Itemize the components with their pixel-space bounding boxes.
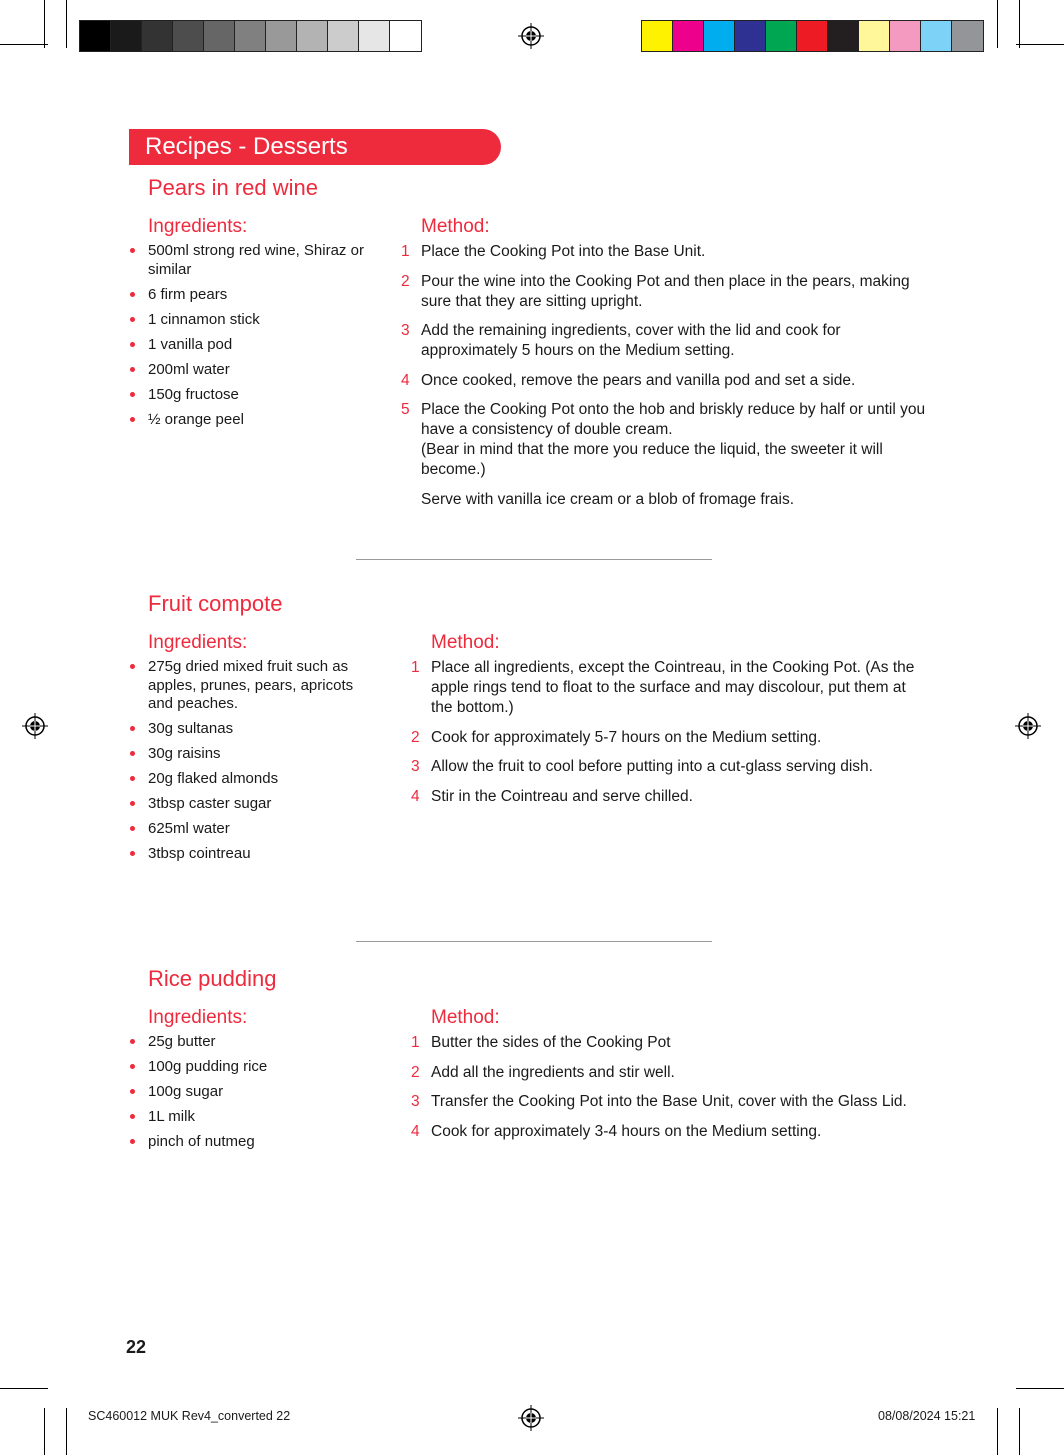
- color-swatch: [735, 21, 766, 51]
- color-swatch: [859, 21, 890, 51]
- step-number: 5: [401, 401, 410, 418]
- crop-mark: [44, 0, 45, 48]
- step-number: 3: [411, 758, 420, 775]
- step-text: Add the remaining ingredients, cover with the lid and cook for approximately 5 hours on the Medium setting.: [421, 322, 841, 359]
- step-text: Place the Cooking Pot onto the hob and briskly reduce by half or until you have a consistency of double cream.: [421, 401, 926, 438]
- crop-mark: [0, 44, 48, 45]
- step-text: Stir in the Cointreau and serve chilled.: [431, 787, 693, 805]
- step-number: 2: [411, 728, 420, 746]
- step-text: Place the Cooking Pot into the Base Unit.: [421, 243, 706, 260]
- method-step: [401, 321, 931, 361]
- crop-mark: [1019, 1408, 1020, 1455]
- color-swatch: [111, 21, 142, 51]
- serving-suggestion: Serve with vanilla ice cream or a blob of fromage frais.: [421, 490, 795, 508]
- step-number: 1: [411, 1034, 420, 1051]
- method-step: [401, 242, 931, 262]
- method-list: [411, 1033, 931, 1151]
- ingredient-item: ½ orange peel: [128, 411, 378, 430]
- ingredient-item: 30g sultanas: [128, 720, 378, 739]
- step-text: Place all ingredients, except the Cointreau, in the Cooking Pot. (As the apple rings tend to float to the surface and may discolour, put them at the bottom.): [431, 659, 915, 716]
- page-number: 22: [126, 1337, 147, 1357]
- ingredient-item: 6 firm pears: [128, 286, 378, 305]
- section-divider: [356, 559, 712, 560]
- footer-slug-left: SC460012 MUK Rev4_converted 22: [88, 1409, 291, 1423]
- registration-mark-icon: [518, 1405, 544, 1431]
- color-swatch: [797, 21, 828, 51]
- registration-mark-icon: [518, 23, 544, 49]
- method-step: [401, 371, 931, 391]
- color-swatch: [766, 21, 797, 51]
- step-text: Cook for approximately 5-7 hours on the Medium setting.: [431, 728, 822, 746]
- color-swatch: [704, 21, 735, 51]
- color-swatch: [828, 21, 859, 51]
- color-swatch: [80, 21, 111, 51]
- recipe-title: Rice pudding: [148, 966, 277, 991]
- ingredient-item: 275g dried mixed fruit such as apples, prunes, pears, apricots and peaches.: [128, 658, 378, 714]
- step-number: 1: [401, 243, 410, 260]
- method-heading: Method:: [431, 632, 500, 653]
- color-swatch: [297, 21, 328, 51]
- method-list: [411, 658, 931, 816]
- step-text: Once cooked, remove the pears and vanilla pod and set a side.: [421, 371, 856, 389]
- ingredient-item: pinch of nutmeg: [128, 1133, 378, 1152]
- color-swatch: [142, 21, 173, 51]
- registration-mark-icon: [22, 713, 48, 739]
- ingredient-item: 100g pudding rice: [128, 1058, 378, 1077]
- method-step: [411, 1092, 931, 1112]
- color-swatch: [359, 21, 390, 51]
- ingredient-item: 100g sugar: [128, 1083, 378, 1102]
- step-number: 2: [411, 1063, 420, 1081]
- crop-mark: [66, 0, 67, 48]
- step-number: 3: [411, 1093, 420, 1110]
- color-swatch: [673, 21, 704, 51]
- method-step: [411, 658, 931, 718]
- recipe-title: Pears in red wine: [148, 175, 318, 200]
- crop-mark: [66, 1408, 67, 1455]
- footer-slug-right: 08/08/2024 15:21: [878, 1409, 976, 1423]
- method-step: [411, 728, 931, 748]
- ingredients-heading: Ingredients:: [148, 1007, 248, 1028]
- step-text: Cook for approximately 3-4 hours on the Medium setting.: [431, 1122, 822, 1140]
- step-number: 4: [401, 371, 410, 389]
- registration-mark-icon: [1015, 713, 1041, 739]
- step-text: Transfer the Cooking Pot into the Base Unit, cover with the Glass Lid.: [431, 1093, 907, 1110]
- color-swatch: [921, 21, 952, 51]
- section-header-bar: Recipes - Desserts: [129, 129, 501, 165]
- ingredient-item: 1L milk: [128, 1108, 378, 1127]
- crop-mark: [1019, 0, 1020, 48]
- crop-mark: [0, 1388, 48, 1389]
- ingredients-list: [128, 1033, 378, 1158]
- grayscale-color-bar: [79, 20, 422, 52]
- color-swatch: [328, 21, 359, 51]
- color-swatch: [204, 21, 235, 51]
- ingredient-item: 20g flaked almonds: [128, 770, 378, 789]
- step-text: Allow the fruit to cool before putting into a cut-glass serving dish.: [431, 758, 873, 775]
- color-swatch: [266, 21, 297, 51]
- process-color-bar: [641, 20, 984, 52]
- ingredient-item: 3tbsp cointreau: [128, 845, 378, 864]
- color-swatch: [173, 21, 204, 51]
- method-heading: Method:: [431, 1007, 500, 1028]
- color-swatch: [642, 21, 673, 51]
- method-list: [401, 242, 931, 519]
- color-swatch: [952, 21, 983, 51]
- step-text: Butter the sides of the Cooking Pot: [431, 1034, 671, 1051]
- ingredient-item: 1 vanilla pod: [128, 336, 378, 355]
- ingredient-item: 30g raisins: [128, 745, 378, 764]
- step-number: 1: [411, 659, 420, 676]
- crop-mark: [44, 1408, 45, 1455]
- method-step: [411, 1063, 931, 1083]
- step-note: (Bear in mind that the more you reduce the liquid, the sweeter it will become.): [421, 441, 883, 478]
- ingredient-item: 3tbsp caster sugar: [128, 795, 378, 814]
- ingredients-heading: Ingredients:: [148, 632, 248, 653]
- step-number: 4: [411, 787, 420, 805]
- recipe-title: Fruit compote: [148, 591, 283, 616]
- method-step: [411, 1122, 931, 1142]
- method-step: [411, 1033, 931, 1053]
- method-step: [411, 757, 931, 777]
- method-step: [401, 400, 931, 480]
- ingredients-heading: Ingredients:: [148, 216, 248, 237]
- section-divider: [356, 941, 712, 942]
- color-swatch: [235, 21, 266, 51]
- ingredients-list: [128, 242, 378, 436]
- crop-mark: [997, 0, 998, 48]
- method-heading: Method:: [421, 216, 490, 237]
- step-number: 2: [401, 272, 410, 290]
- ingredient-item: 500ml strong red wine, Shiraz or similar: [128, 242, 378, 279]
- color-swatch: [890, 21, 921, 51]
- color-swatch: [390, 21, 421, 51]
- ingredient-item: 625ml water: [128, 820, 378, 839]
- method-step: [411, 787, 931, 807]
- step-number: 4: [411, 1122, 420, 1140]
- ingredients-list: [128, 658, 378, 870]
- step-text: Pour the wine into the Cooking Pot and then place in the pears, making sure that they are sitting upright.: [421, 272, 910, 310]
- step-number: 3: [401, 322, 410, 339]
- crop-mark: [1016, 44, 1064, 45]
- ingredient-item: 200ml water: [128, 361, 378, 380]
- method-step: [401, 272, 931, 312]
- ingredient-item: 150g fructose: [128, 386, 378, 405]
- ingredient-item: 25g butter: [128, 1033, 378, 1052]
- step-text: Add all the ingredients and stir well.: [431, 1063, 675, 1081]
- ingredient-item: 1 cinnamon stick: [128, 311, 378, 330]
- crop-mark: [997, 1408, 998, 1455]
- crop-mark: [1016, 1388, 1064, 1389]
